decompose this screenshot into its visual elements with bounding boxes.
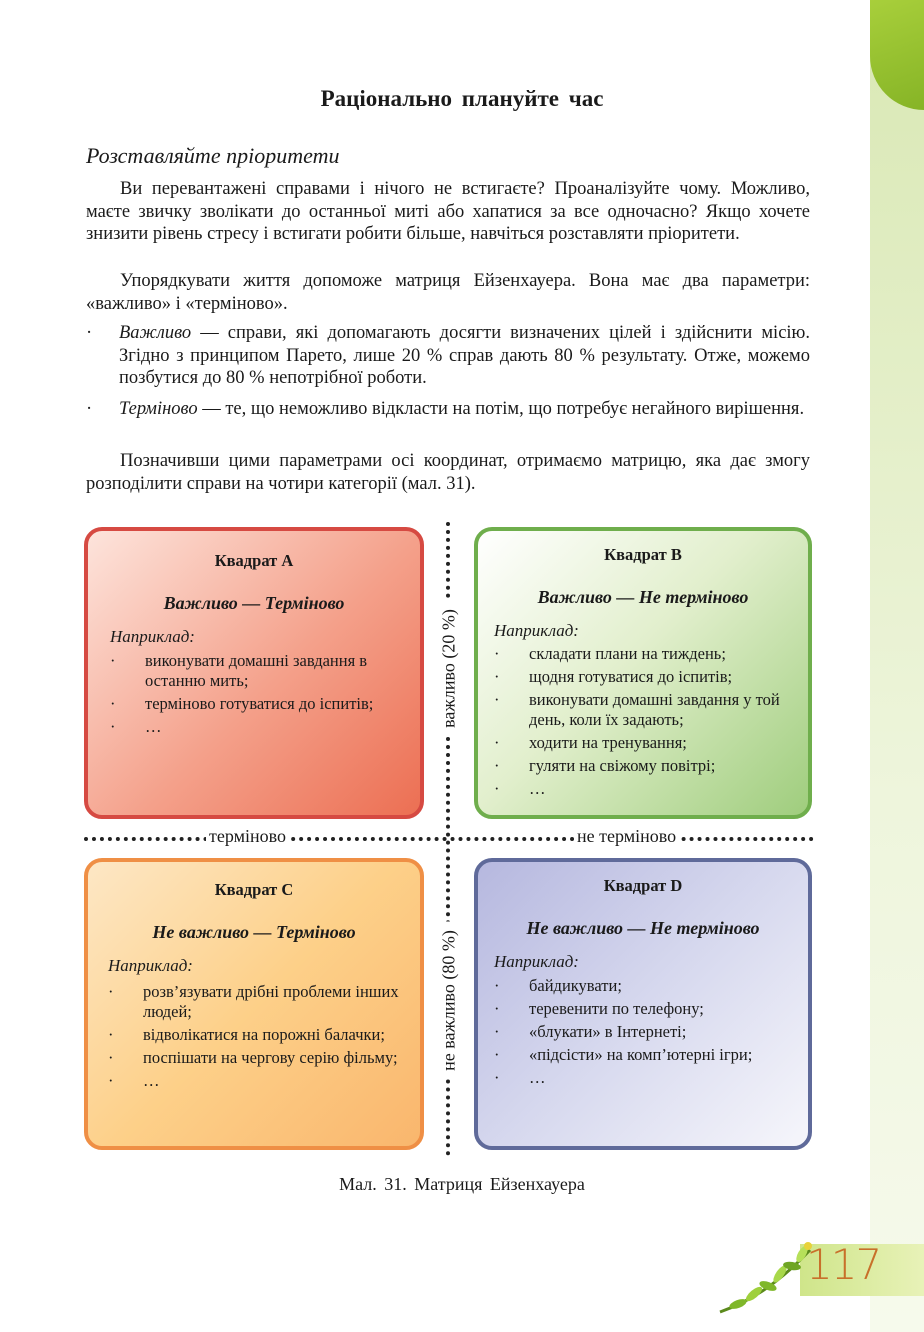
bullet-important bbox=[86, 322, 810, 390]
paragraph-matrix: Упорядкувати життя допоможе матриця Ейзенхауера. Вона має два параметри: «важливо» і «терміново». bbox=[86, 271, 810, 314]
quadrant-category: Не важливо — Не терміново bbox=[526, 918, 760, 938]
example-list bbox=[110, 651, 400, 740]
paragraph-intro: Ви перевантажені справами і нічого не встигаєте? Проаналізуйте чому. Можливо, маєте звичку зволікати до останньої миті або хапатися за все одночасно? Якщо хочете знизити рівень стресу і встигати робити більше, навчіться розставляти пріоритети. bbox=[86, 179, 810, 244]
quadrant-a bbox=[84, 527, 424, 819]
quadrant-category: Важливо — Не терміново bbox=[537, 587, 749, 607]
section-subtitle: Розставляйте пріоритети bbox=[86, 143, 340, 168]
bullet-text: — те, що неможливо відкласти на потім, що потребує негайного вирішення. bbox=[197, 399, 805, 419]
page-number: 117 bbox=[806, 1240, 881, 1289]
example-list bbox=[494, 644, 790, 802]
list-item: · терміново готуватися до іспитів; bbox=[110, 694, 374, 713]
list-item: · гуляти на свіжому повітрі; bbox=[494, 756, 716, 775]
axis-label-not-important: не важливо (80 %) bbox=[439, 922, 460, 1080]
example-label: Наприклад: bbox=[494, 621, 579, 640]
example-list bbox=[108, 982, 404, 1094]
list-item: · ходити на тренування; bbox=[494, 733, 687, 752]
example-label: Наприклад: bbox=[108, 956, 193, 975]
list-item: · … bbox=[108, 1071, 160, 1090]
side-margin-band bbox=[870, 0, 924, 1332]
list-item: · … bbox=[110, 717, 162, 736]
list-item: · «блукати» в Інтернеті; bbox=[494, 1022, 687, 1041]
horizontal-axis bbox=[84, 837, 814, 841]
axis-label-urgent: терміново bbox=[206, 826, 289, 847]
bullet-term: Важливо bbox=[119, 323, 192, 343]
list-item: · … bbox=[494, 779, 546, 798]
bullet-term: Терміново bbox=[119, 399, 198, 419]
list-item: · байдикувати; bbox=[494, 976, 622, 995]
quadrant-b bbox=[474, 527, 812, 819]
page-title: Раціонально плануйте час bbox=[320, 86, 604, 111]
example-list bbox=[494, 976, 784, 1091]
list-item: · відволікатися на порожні балачки; bbox=[108, 1025, 385, 1044]
example-label: Наприклад: bbox=[110, 627, 195, 646]
list-item: · поспішати на чергову серію фільму; bbox=[108, 1048, 398, 1067]
quadrant-c bbox=[84, 858, 424, 1150]
paragraph-axes: Позначивши цими параметрами осі координат, отримаємо матрицю, яка дає змогу розподілити справи на чотири категорії (мал. 31). bbox=[86, 451, 810, 494]
list-item: · виконувати домашні завдання в останню мить; bbox=[110, 651, 368, 690]
bullet-marker: · bbox=[86, 399, 93, 419]
list-item: · щодня готуватися до іспитів; bbox=[494, 667, 733, 686]
figure-caption: Мал. 31. Матриця Ейзенхауера bbox=[339, 1174, 585, 1194]
list-item: · … bbox=[494, 1068, 546, 1087]
axis-label-important: важливо (20 %) bbox=[439, 602, 460, 736]
list-item: · складати плани на тиждень; bbox=[494, 644, 726, 663]
bullet-urgent bbox=[86, 398, 810, 421]
quadrant-heading: Квадрат A bbox=[214, 551, 294, 570]
list-item: · розв’язувати дрібні проблеми інших людей; bbox=[108, 982, 399, 1021]
list-item: · теревенити по телефону; bbox=[494, 999, 704, 1018]
bullet-text: — справи, які допомагають досягти визначених цілей і здійснити місію. Згідно з принципом Парето, лише 20 % справ дають 80 % результату. Отже, можемо позбутися до 80 % непотрібної роботи. bbox=[119, 323, 810, 388]
list-item: · виконувати домашні завдання у той день, коли їх задають; bbox=[494, 690, 780, 729]
leaf-branch-icon bbox=[718, 1236, 818, 1316]
bullet-marker: · bbox=[86, 323, 93, 343]
example-label: Наприклад: bbox=[494, 952, 579, 971]
list-item: · «підсісти» на комп’ютерні ігри; bbox=[494, 1045, 753, 1064]
quadrant-category: Не важливо — Терміново bbox=[152, 922, 356, 942]
quadrant-heading: Квадрат D bbox=[603, 876, 683, 895]
quadrant-heading: Квадрат C bbox=[214, 880, 294, 899]
quadrant-heading: Квадрат B bbox=[604, 545, 682, 564]
quadrant-d bbox=[474, 858, 812, 1150]
quadrant-category: Важливо — Терміново bbox=[163, 593, 345, 613]
axis-label-not-urgent: не терміново bbox=[574, 826, 679, 847]
